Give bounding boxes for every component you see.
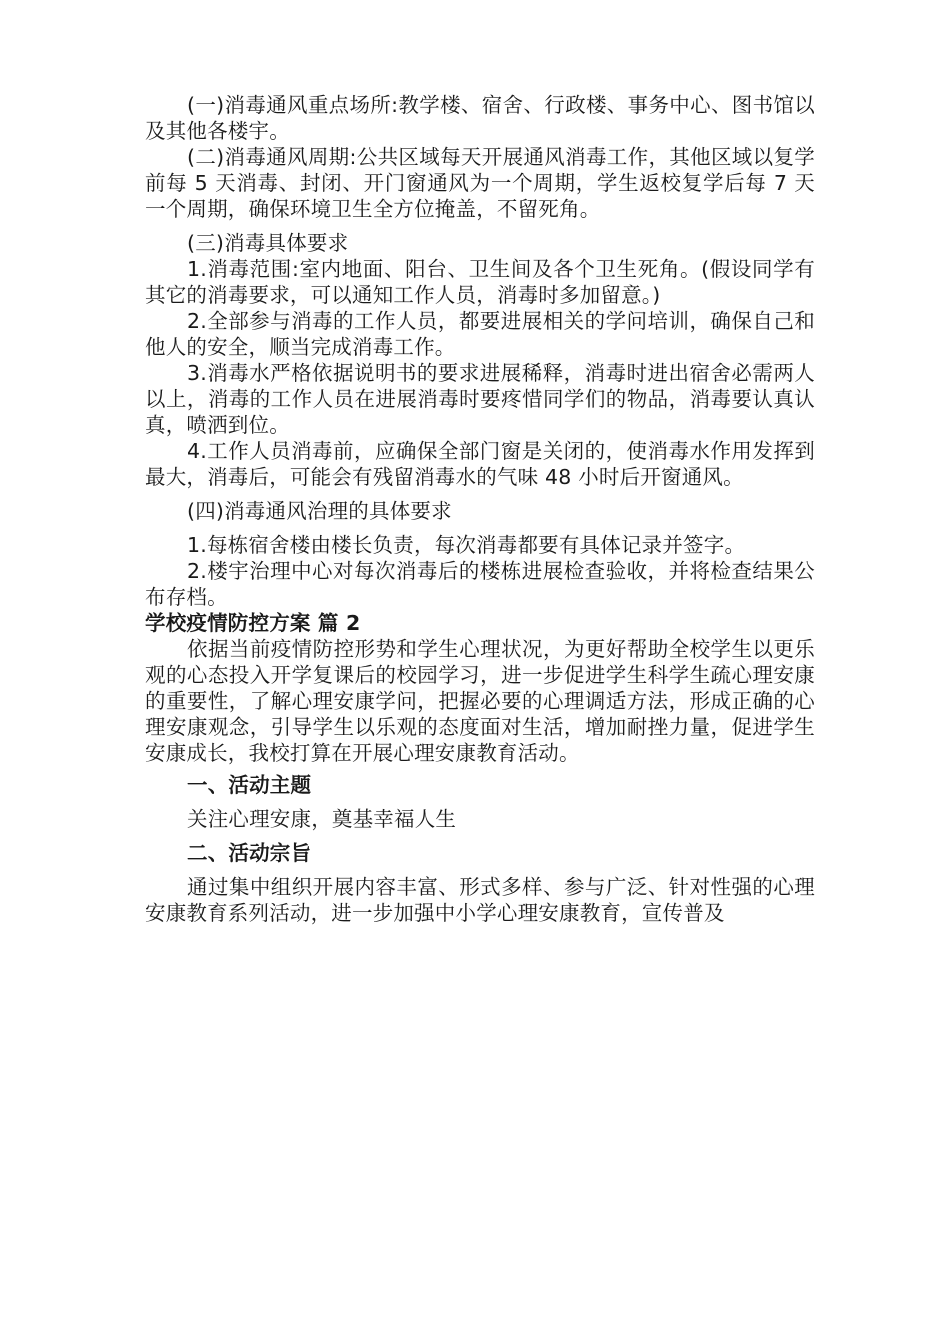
- paragraph-intro: 依据当前疫情防控形势和学生心理状况，为更好帮助全校学生以更乐观的心态投入开学复课后的校园学习，进一步促进学生科学生疏心理安康的重要性，了解心理安康学问，把握必要的心理调适方法，形成正确的心理安康观念，引导学生以乐观的态度面对生活，增加耐挫力量，促进学生安康成长，我校打算在开展心理安康教育活动。: [145, 637, 815, 765]
- heading-activity-theme: 一、活动主题: [187, 773, 312, 797]
- paragraph-requirement-3: 3.消毒水严格依据说明书的要求进展稀释，消毒时进出宿舍必需两人以上，消毒的工作人员在进展消毒时要疼惜同学们的物品，消毒要认真认真，喷洒到位。: [145, 361, 815, 437]
- paragraph-specific-requirements-heading: (三)消毒具体要求: [187, 231, 349, 255]
- document-page: [145, 92, 815, 926]
- paragraph-requirement-1: 1.消毒范围:室内地面、阳台、卫生间及各个卫生死角。(假设同学有其它的消毒要求，可以通知工作人员，消毒时多加留意。): [145, 257, 815, 307]
- section-title: 学校疫情防控方案 篇 2: [145, 611, 361, 635]
- paragraph-management-2: 2.楼宇治理中心对每次消毒后的楼栋进展检查验收，并将检查结果公布存档。: [145, 559, 815, 609]
- paragraph-activity-theme: 关注心理安康，奠基幸福人生: [187, 807, 457, 831]
- paragraph-requirement-4: 4.工作人员消毒前，应确保全部门窗是关闭的，使消毒水作用发挥到最大，消毒后，可能会有残留消毒水的气味 48 小时后开窗通风。: [145, 439, 815, 489]
- paragraph-requirement-2: 2.全部参与消毒的工作人员，都要进展相关的学问培训，确保自己和他人的安全，顺当完成消毒工作。: [145, 309, 815, 359]
- paragraph-disinfection-sites: (一)消毒通风重点场所:教学楼、宿舍、行政楼、事务中心、图书馆以及其他各楼宇。: [145, 93, 815, 143]
- paragraph-management-1: 1.每栋宿舍楼由楼长负责，每次消毒都要有具体记录并签字。: [187, 533, 746, 557]
- paragraph-management-heading: (四)消毒通风治理的具体要求: [187, 499, 452, 523]
- paragraph-disinfection-cycle: (二)消毒通风周期:公共区域每天开展通风消毒工作，其他区域以复学前每 5 天消毒、封闭、开门窗通风为一个周期，学生返校复学后每 7 天一个周期，确保环境卫生全方位掩盖，不留死角。: [145, 145, 815, 221]
- paragraph-activity-purpose: 通过集中组织开展内容丰富、形式多样、参与广泛、针对性强的心理安康教育系列活动，进一步加强中小学心理安康教育，宣传普及: [145, 875, 815, 925]
- heading-activity-purpose: 二、活动宗旨: [187, 841, 312, 865]
